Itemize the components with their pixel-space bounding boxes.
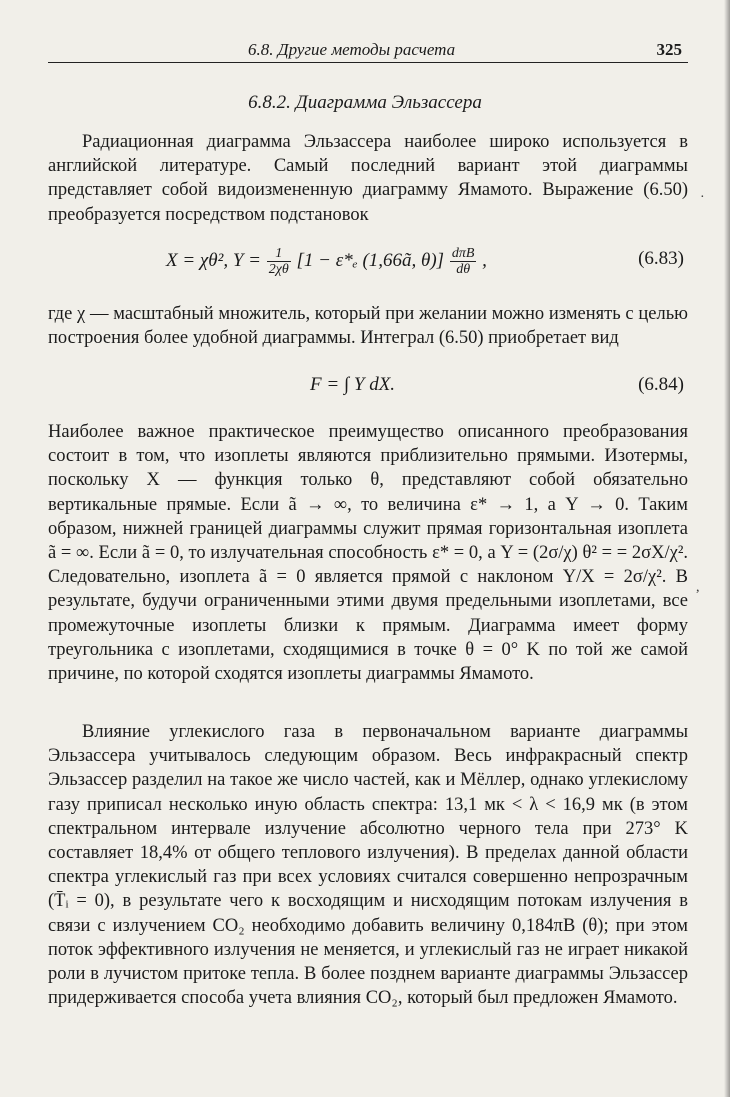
equation-6-84-number: (6.84) xyxy=(638,374,684,395)
equation-6-83 xyxy=(48,240,688,280)
equation-6-83-body xyxy=(166,246,487,277)
scan-edge-shadow xyxy=(724,0,730,1097)
equation-6-83-part2: [1 − ε*ₑ (1,66ã, θ)] xyxy=(296,249,445,271)
derivative-numerator: dπB xyxy=(451,246,475,261)
section-title: 6.8.2. Диаграмма Эльзассера xyxy=(248,92,482,113)
fraction-denominator: 2χθ xyxy=(268,262,289,277)
derivative-denominator: dθ xyxy=(456,262,471,277)
scan-speck: , xyxy=(696,580,700,595)
running-title: 6.8. Другие методы расчета xyxy=(248,40,456,59)
equation-6-83-derivative xyxy=(450,246,477,277)
paragraph-isopleths: Наиболее важное практическое преимущество описанного преобразования состоит в том, что изоплеты являются приблизительно прямыми. Изотермы, поскольку X — функция только θ, представляют собой обязательно вертикальные прямые. Если ã → ∞, то величина ε* → 1, а Y → 0. Таким образом, нижней границей диаграммы служит прямая горизонтальная изоплета ã = ∞. Если ã = 0, то излучательная способность ε* = 0, а Y = (2σ/χ) θ² = = 2σX/χ². Следовательно, изоплета ã = 0 является прямой с наклоном Y/X = 2σ/χ². В результате, будучи ограниченными этими двумя предельными изоплетами, все промежуточные изоплеты близки к прямым. Диаграмма имеет форму треугольника с изоплетами, сходящимися в точке θ = 0° K по той же самой причине, по которой сходятся изоплеты диаграммы Ямамото. xyxy=(48,422,688,685)
fraction-numerator: 1 xyxy=(267,246,291,262)
equation-6-83-fraction xyxy=(267,246,291,277)
equation-6-84 xyxy=(48,372,688,412)
paragraph-co2: Влияние углекислого газа в первоначальном варианте диаграммы Эльзассера учитывалось следующим образом. Весь инфракрасный спектр Эльзассер разделил на такое же число частей, как и Мёллер, однако углекислому газу приписал несколько иную область спектра: 13,1 мк < λ < 16,9 мк (в этом спектральном интервале излучение абсолютно черного тела при 273° K составляет 18,4% от общего теплового излучения). В пределах данной области спектра углекислый газ при всех условиях считался совершенно непрозрачным (T̄ᵢ = 0), в результате чего к восходящим и нисходящим потокам излучения в связи с излучением CO₂ необходимо добавить величину 0,184πB (θ); при этом поток эффективного излучения не меняется, и углекислый газ не играет никакой роли в лучистом притоке тепла. В более позднем варианте диаграммы Эльзассер придерживается способа учета влияния CO₂, который был предложен Ямамото. xyxy=(48,722,688,1009)
equation-6-83-number: (6.83) xyxy=(638,248,684,269)
paragraph-scale-factor: где χ — масштабный множитель, который при желании можно изменять с целью построения более удобной диаграммы. Интеграл (6.50) приобретает вид xyxy=(48,304,688,349)
page-number: 325 xyxy=(656,40,682,59)
page-header xyxy=(48,40,688,63)
equation-6-84-body: F = ∫ Y dX. xyxy=(310,374,396,395)
equation-6-83-part1: X = χθ², Y = xyxy=(166,249,261,271)
paragraph-intro: Радиационная диаграмма Эльзассера наиболее широко используется в английской литературе. Самый последний вариант этой диаграммы представляет собой видоизмененную диаграмму Ямамото. Выражение (6.50) преобразуется посредством подстановок xyxy=(48,132,688,225)
scan-speck: · xyxy=(700,190,705,205)
equation-6-83-part3: , xyxy=(482,249,487,271)
